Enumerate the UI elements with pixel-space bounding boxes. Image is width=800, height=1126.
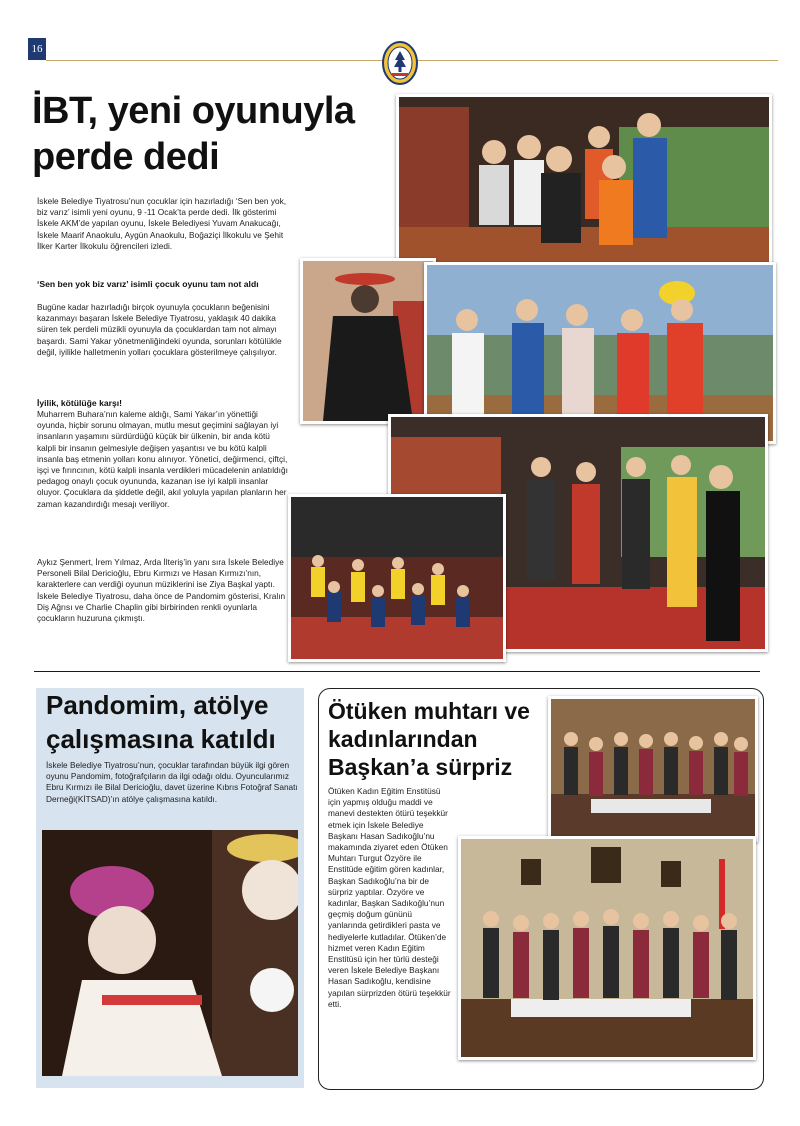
headline-line-2: perde dedi (32, 136, 220, 178)
article-paragraph-2: Muharrem Buhara’nın kaleme aldığı, Sami Yakar’ın yönettiği oyunda, hiçbir sorunu olmayan, mutlu mesut geçimini sağlayan iyi insanların yaşamını sürdürdüğü küçük bir ülkenin, bir anda kötü kalpli bir insanın gelmesiyle değişen yaşantısı ve bu kötü kalpli insanla baş etmenin yolları konu alınıyor. Yönetici, değirmenci, çiftçi, işçi ve fırıncının, kötü kalpli insanla verdikleri mücadelenin anlatıldığı pedagog onaylı çocuk oyununda, kazanan ise iyi kalpli insanlar oluyor. Çocuklara da şiddetle değil, akıl yoluyla yapılan planların her zaman kazandırdığı mesajı veriliyor. (37, 409, 288, 509)
article-intro: İskele Belediye Tiyatrosu’nun çocuklar için hazırladığı ‘Sen ben yok, biz varız’ isimli yeni oyunu, 9 -11 Ocak’ta perde dedi. İlk gösterimi İskele AKM’de yapılan oyunu, İskele Belediyesi Yuvam Anakucağı, İskele Maarif Anaokulu, Aygün Anaokulu, Boğaziçi İlkokulu ve Şehit İlker Karter İlkokulu öğrencileri izledi. (37, 196, 287, 251)
otuken-title-line-1: Ötüken muhtarı ve (328, 698, 530, 724)
pandomim-title-line-1: Pandomim, atölye (46, 690, 269, 720)
photo-mime-performers (42, 830, 298, 1076)
article-subhead-1: ‘Sen ben yok biz varız’ isimli çocuk oyunu tam not aldı (37, 279, 259, 289)
municipality-logo (381, 40, 419, 86)
article-paragraph-1: Bugüne kadar hazırladığı birçok oyunuyla çocukların beğenisini kazanmayı başaran İskele Belediye Tiyatrosu, yaklaşık 40 dakika süren tek perdeli müzikli oyunuyla da çocuklardan tam not almayı başardı. Sami Yakar yönetmenliğindeki oyunda, sorunları kötülükle değil, iyilikle halletmenin yolları çocuklara gösterilmeye çalışılıyor. (37, 302, 282, 357)
pandomim-title-line-2: çalışmasına katıldı (46, 724, 276, 754)
otuken-body: Ötüken Kadın Eğitim Enstitüsü için yapmış olduğu maddi ve manevi destekten ötürü teşekkür etmek için İskele Belediye Başkanı Hasan Sadıkoğlu’nu makamında ziyaret eden Ötüken Muhtarı Turgut Özyöre ile Enstitüde eğitim gören kadınlar, Başkan Sadıkoğlu’na bir de sürpriz yaptılar. Özyöre ve kadınlar, Başkan Sadıkoğlu’nun geçmiş doğum gününü yanlarında getirdikleri pasta ve hediyelerle kutladılar. Ötüken’de hizmet veren Kadın Eğitim Enstitüsü için her türlü desteği veren İskele Belediye Başkanı Hasan Sadıkoğlu, kendisine yapılan sürprizden ötürü teşekkür etti. (328, 786, 451, 1009)
pandomim-body: İskele Belediye Tiyatrosu’nun, çocuklar tarafından büyük ilgi gören oyunu Pandomim, fotoğrafçıların da ilgi odağı oldu. Oyuncularımız Ebru Kırmızı ile Bilal Dericioğlu, davet üzerine Kıbrıs Fotoğraf Sanatı Derneği(KİTSAD)’ın atölye çalışmasına katıldı. (46, 760, 298, 804)
otuken-title-line-3: Başkan’a sürpriz (328, 754, 513, 780)
article-subhead-2: İyilik, kötülüğe karşı! (37, 398, 123, 408)
pandomim-title (46, 688, 304, 756)
headline-line-1: İBT, yeni oyunuyla (32, 90, 355, 132)
section-divider (34, 671, 760, 672)
page-number: 16 (28, 38, 46, 60)
photo-group-office (458, 836, 756, 1060)
photo-children-audience (288, 494, 506, 662)
photo-villain-character (300, 258, 436, 424)
main-headline (32, 88, 402, 180)
article-paragraph-3: Aykız Şenmert, İrem Yılmaz, Arda İlteriş’in yanı sıra İskele Belediye Personeli Bilal Dericioğlu, Ebru Kırmızı ve Hasan Kırmızı’nın, karakterlere can verdiği oyunun müziklerini ise Ziya Başkal yaptı. İskele Belediye Tiyatrosu, daha önce de Pandomim gösterisi, Kralın Diş Ağrısı ve Charlie Chaplin gibi birbirinden renkli oyunlarla çocukların huzuruna çıkmıştı. (37, 557, 286, 624)
photo-birthday-celebration (548, 696, 758, 842)
otuken-title-line-2: kadınlarından (328, 726, 478, 752)
photo-cast-group (396, 94, 772, 270)
otuken-title (328, 697, 558, 781)
